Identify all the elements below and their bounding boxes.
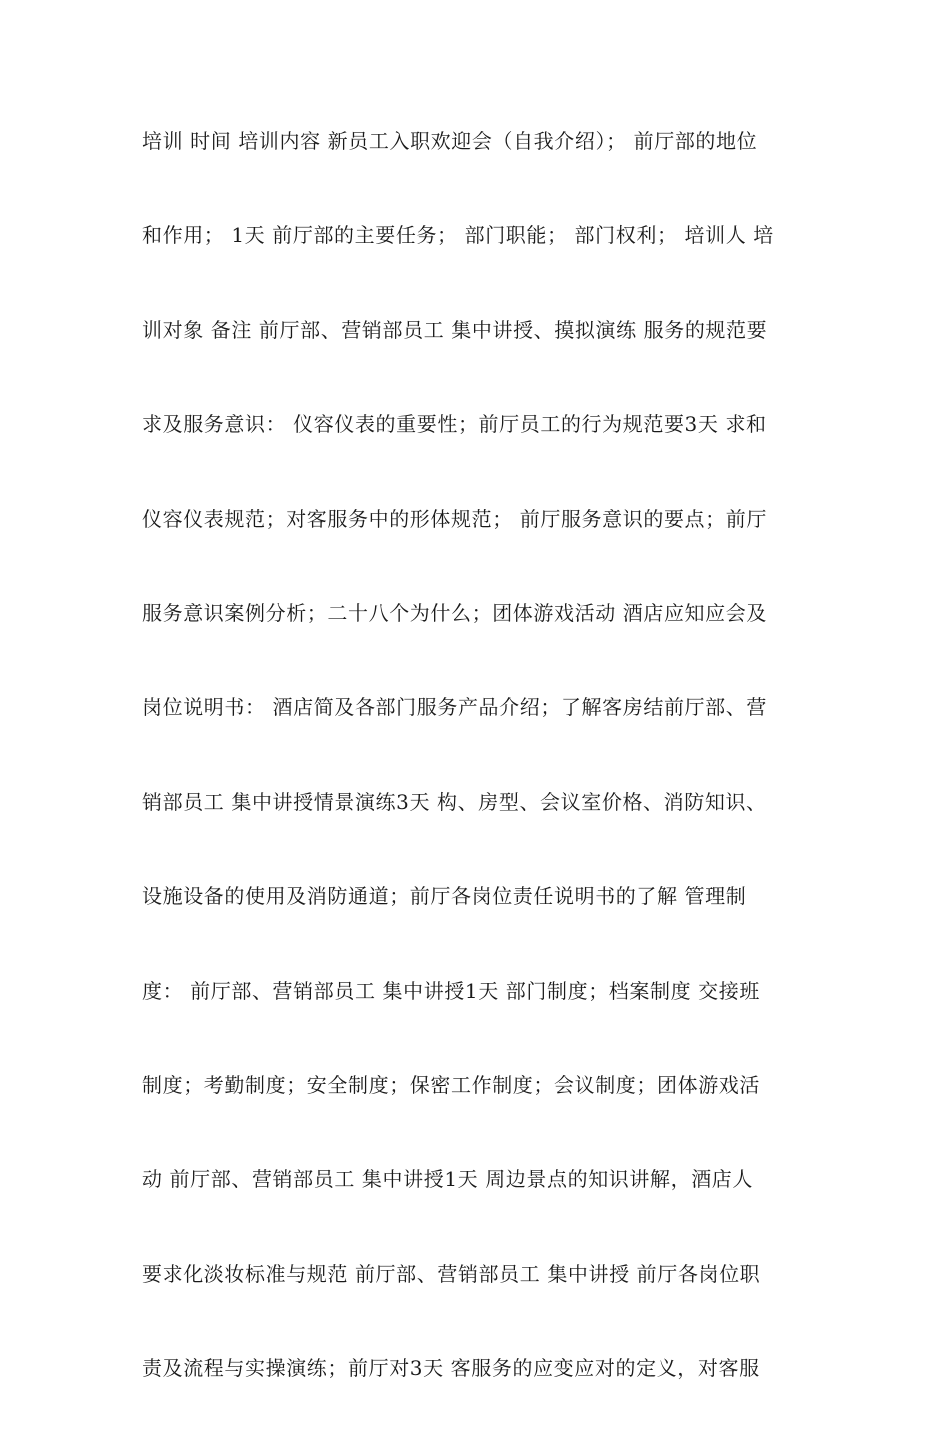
text-line-3: 训对象 备注 前厅部、营销部员工 集中讲授、摸拟演练 服务的规范要	[142, 317, 768, 342]
text-line-12: 动 前厅部、营销部员工 集中讲授1天 周边景点的知识讲解，酒店人	[142, 1167, 753, 1192]
text-line-5: 仪容仪表规范；对客服务中的形体规范； 前厅服务意识的要点；前厅	[142, 506, 767, 531]
training-schedule-text	[142, 118, 842, 1439]
text-line-9: 设施设备的使用及消防通道；前厅各岗位责任说明书的了解 管理制	[142, 884, 747, 909]
text-line-4: 求及服务意识： 仪容仪表的重要性；前厅员工的行为规范要3天 求和	[142, 412, 767, 437]
text-line-2: 和作用； 1天 前厅部的主要任务； 部门职能； 部门权利； 培训人 培	[142, 223, 774, 248]
text-line-1: 培训 时间 培训内容 新员工入职欢迎会（自我介绍）； 前厅部的地位	[142, 129, 758, 153]
text-line-10: 度： 前厅部、营销部员工 集中讲授1天 部门制度；档案制度 交接班	[142, 978, 760, 1003]
text-line-8: 销部员工 集中讲授情景演练3天 构、房型、会议室价格、消防知识、	[142, 789, 767, 814]
text-line-13: 要求化淡妆标准与规范 前厅部、营销部员工 集中讲授 前厅各岗位职	[142, 1261, 761, 1286]
text-line-7: 岗位说明书： 酒店简及各部门服务产品介绍；了解客房结前厅部、营	[142, 695, 767, 720]
text-line-11: 制度；考勤制度；安全制度；保密工作制度；会议制度；团体游戏活	[142, 1072, 760, 1097]
text-line-14: 责及流程与实操演练；前厅对3天 客服务的应变应对的定义，对客服	[142, 1356, 760, 1381]
text-line-6: 服务意识案例分析；二十八个为什么；团体游戏活动 酒店应知应会及	[142, 600, 767, 625]
